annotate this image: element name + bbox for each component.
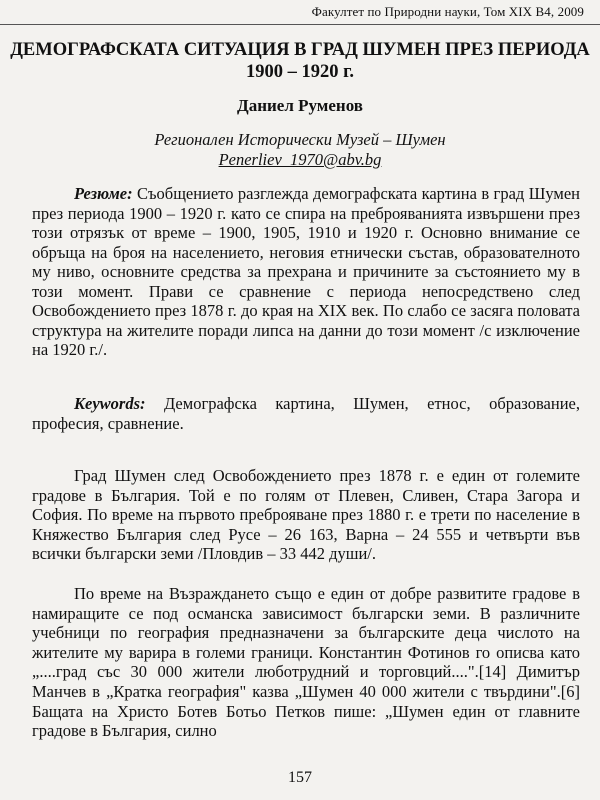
body-paragraph: По време на Възраждането също е един от добре развитите градове в намиращите се под османска зависимост български земи. В различните учебници по география предназначени за българските деца числото на жителите му варира в големи граници. Константин Фотинов го описва като „....град със 30 000 жители люботрудний и торговций....".[14] Димитър Манчев в „Кратка география" казва „Шумен 40 000 жители с твърдини".[6] Бащата на Христо Ботев Ботьо Петков пише: „Шумен един от главните градове в България, силно (32, 584, 580, 741)
author-email: Penerliev_1970@abv.bg (218, 150, 382, 169)
abstract-label: Резюме: (74, 184, 133, 203)
body-paragraph: Град Шумен след Освобождението през 1878 г. е един от големите градове в България. Той е по голям от Плевен, Сливен, Стара Загора и София. По време на първото преброяване през 1880 г. е трети по население в Княжество България след Русе – 26 163, Варна – 24 555 и четвърти във всички български земи /Пловдив – 33 442 души/. (32, 466, 580, 564)
header-rule (0, 24, 600, 25)
page-number: 157 (288, 769, 312, 786)
abstract-text: Съобщението разглежда демографската картина в град Шумен през периода 1900 – 1920 г. като се спира на преброяванията извършени през този отрязък от време – 1900, 1905, 1910 и 1920 г. Основно внимание се обръща на броя на населението, неговия етнически състав, образователното му ниво, основните средства за прехрана и причините за състоянието му в този момент. Прави се сравнение с периода непосредствено след Освобождението през 1878 г. до края на XIX век. По слабо се засяга половата структура на жителите поради липса на данни до този момент /с изключение на 1920 г./. (32, 184, 580, 359)
keywords-label: Keywords: (74, 394, 146, 413)
abstract (32, 184, 580, 360)
author-name: Даниел Руменов (237, 96, 363, 115)
running-head: Факултет по Природни науки, Том XIX B4, 2009 (311, 4, 584, 19)
author-affiliation: Регионален Исторически Музей – Шумен (154, 130, 446, 149)
keywords (32, 394, 580, 433)
article-title: ДЕМОГРАФСКАТА СИТУАЦИЯ В ГРАД ШУМЕН ПРЕЗ ПЕРИОДА 1900 – 1920 г. (10, 40, 590, 82)
keywords-text: Демографска картина, Шумен, етнос, образование, професия, сравнение. (32, 394, 580, 433)
